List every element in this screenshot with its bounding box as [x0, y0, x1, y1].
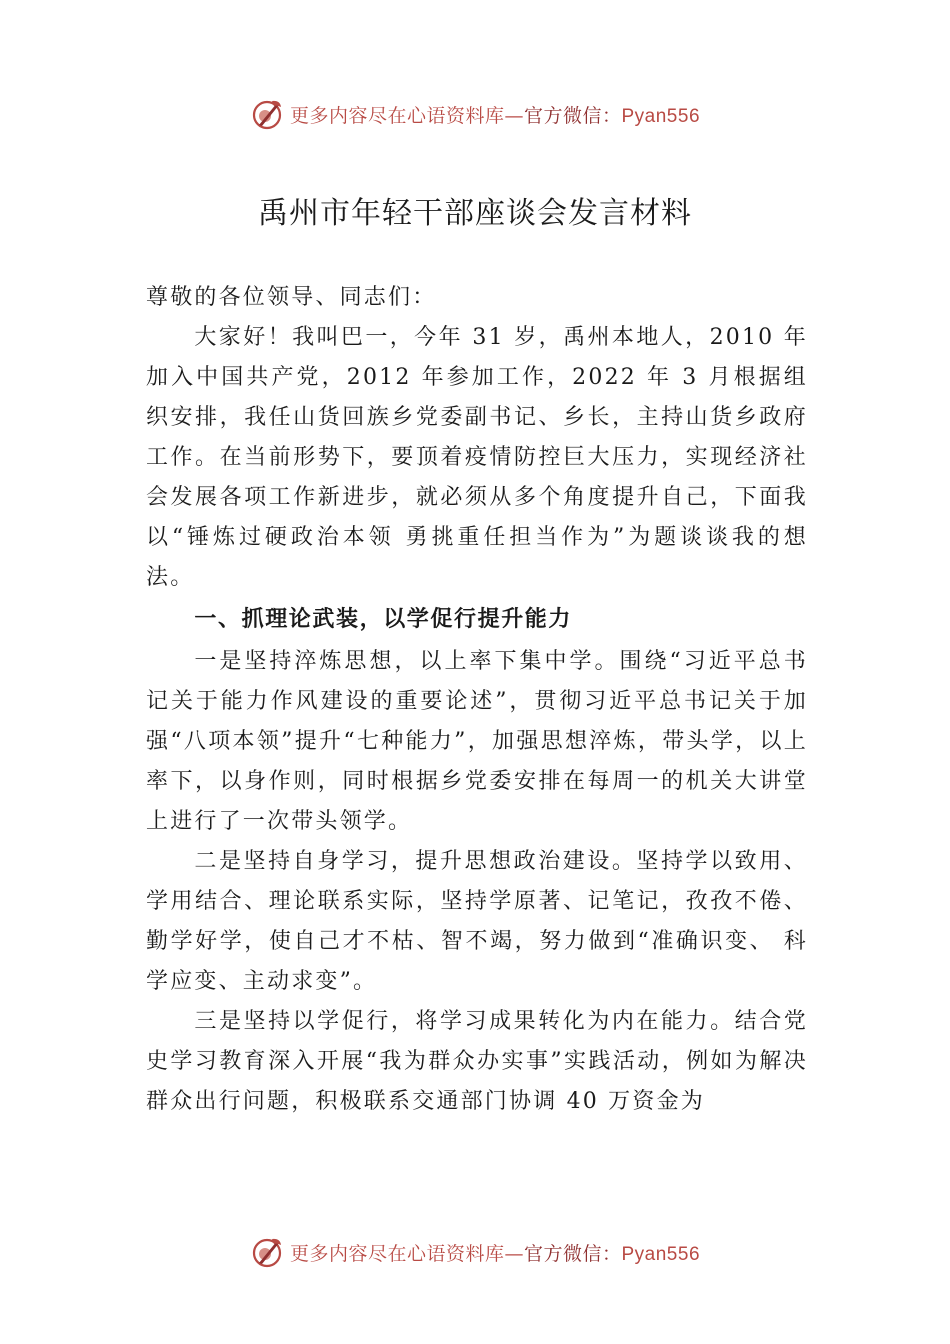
paragraph: 三是坚持以学促行，将学习成果转化为内在能力。结合党史学习教育深入开展“我为群众办实事”实践活动，例如为解决群众出行问题，积极联系交通部门协调 40 万资金为 [146, 1009, 808, 1114]
banner-text: 更多内容尽在心语资料库—官方微信：Pyan556 [289, 1242, 701, 1265]
quill-seal-icon [250, 1235, 284, 1269]
banner-text: 更多内容尽在心语资料库—官方微信：Pyan556 [289, 104, 701, 127]
section-heading: 一、抓理论武装，以学促行提升能力 [194, 607, 572, 632]
header-banner [0, 94, 950, 134]
paragraph: 大家好！我叫巴一，今年 31 岁，禹州本地人，2010 年加入中国共产党，2012 年参加工作，2022 年 3 月根据组织安排，我任山货回族乡党委副书记、乡长，主持山货乡政府工作。在当前形势下，要顶着疫情防控巨大压力，实现经济社会发展各项工作新进步，就必须从多个角度提升自己，下面我以“锤炼过硬政治本领 勇挑重任担当作为”为题谈谈我的想法。 [146, 325, 808, 590]
salutation: 尊敬的各位领导、同志们： [146, 285, 437, 310]
quill-seal-icon [250, 97, 284, 131]
footer-banner [0, 1232, 950, 1272]
paragraph: 二是坚持自身学习，提升思想政治建设。坚持学以致用、学用结合、理论联系实际，坚持学原著、记笔记，孜孜不倦、勤学好学，使自己才不枯、智不竭，努力做到“准确识变、 科学应变、主动求变”。 [146, 849, 808, 994]
paragraph: 一是坚持淬炼思想，以上率下集中学。围绕“习近平总书记关于能力作风建设的重要论述”，贯彻习近平总书记关于加强“八项本领”提升“七种能力”，加强思想淬炼，带头学，以上率下，以身作则，同时根据乡党委安排在每周一的机关大讲堂上进行了一次带头领学。 [146, 649, 808, 834]
document-title: 禹州市年轻干部座谈会发言材料 [258, 196, 692, 231]
document-body [146, 278, 808, 1122]
